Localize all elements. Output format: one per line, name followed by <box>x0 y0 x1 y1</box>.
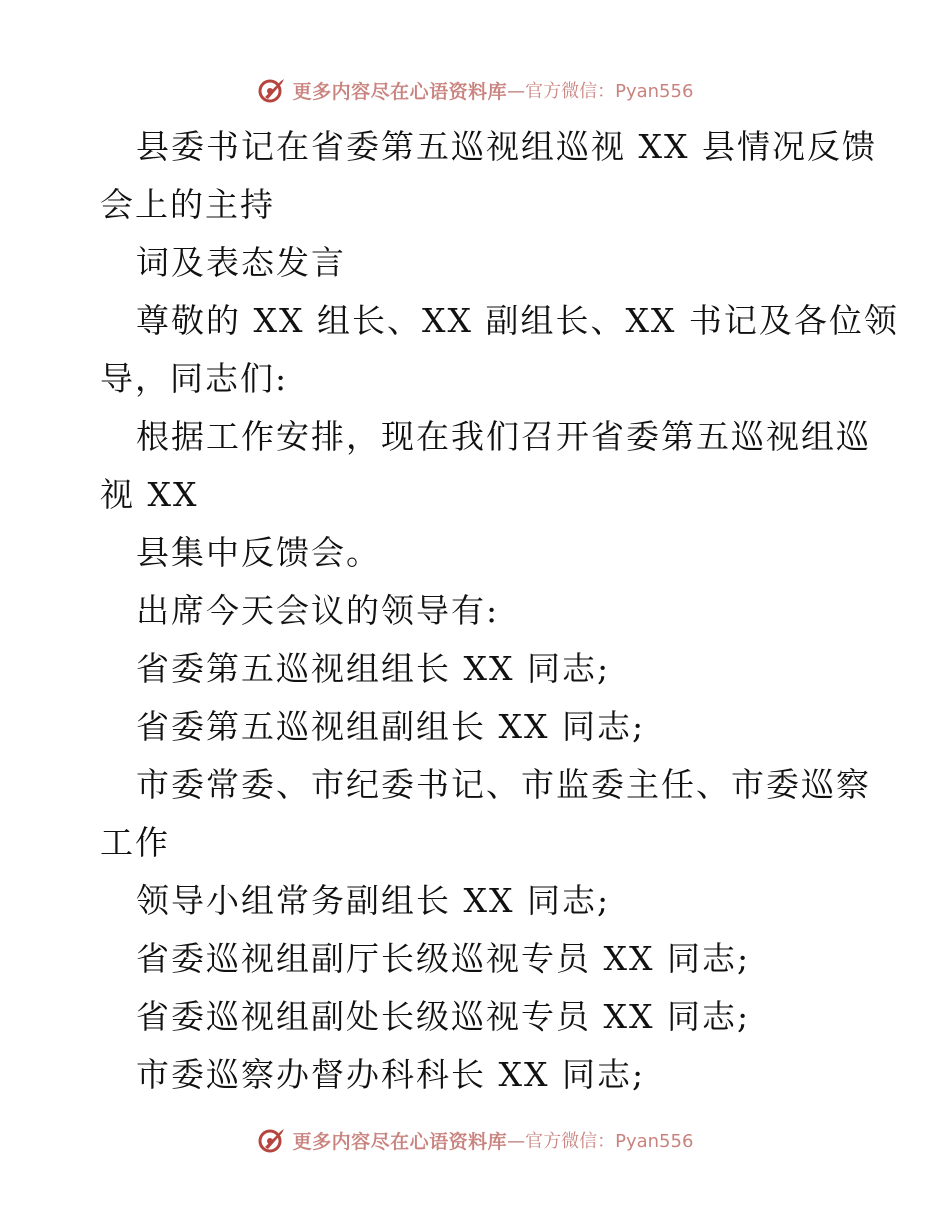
footer-banner-text: 更多内容尽在心语资料库 <box>292 1130 508 1153</box>
document-line: 词及表态发言 <box>136 243 346 282</box>
header-banner <box>0 70 950 110</box>
document-line: 省委巡视组副厅长级巡视专员 XX 同志; <box>136 939 751 978</box>
document-line: 会上的主持 <box>100 185 275 224</box>
quill-pen-circle-icon <box>257 1125 287 1155</box>
document-line: 省委巡视组副处长级巡视专员 XX 同志; <box>136 997 751 1036</box>
document-line: 尊敬的 XX 组长、XX 副组长、XX 书记及各位领 <box>136 301 899 340</box>
header-banner-separator: — <box>507 81 526 102</box>
document-line: 根据工作安排，现在我们召开省委第五巡视组巡 <box>136 417 871 456</box>
document-line: 出席今天会议的领导有: <box>136 591 500 630</box>
header-banner-text: 更多内容尽在心语资料库 <box>292 80 508 103</box>
document-line: 省委第五巡视组副组长 XX 同志; <box>136 707 646 746</box>
document-line: 市委常委、市纪委书记、市监委主任、市委巡察 <box>136 765 871 804</box>
quill-pen-circle-icon <box>257 75 287 105</box>
document-line: 省委第五巡视组组长 XX 同志; <box>136 649 611 688</box>
document-line: 市委巡察办督办科科长 XX 同志; <box>136 1055 646 1094</box>
document-line: 工作 <box>100 823 170 862</box>
document-line: 县集中反馈会。 <box>136 533 381 572</box>
document-body <box>100 118 899 1104</box>
footer-banner-contact: 官方微信：Pyan556 <box>525 1131 694 1152</box>
footer-banner-separator: — <box>507 1131 526 1152</box>
document-line: 导，同志们: <box>100 359 289 398</box>
header-banner-contact: 官方微信：Pyan556 <box>525 81 694 102</box>
document-line: 县委书记在省委第五巡视组巡视 XX 县情况反馈 <box>136 127 877 166</box>
document-line: 视 XX <box>100 475 199 514</box>
document-line: 领导小组常务副组长 XX 同志; <box>136 881 611 920</box>
footer-banner <box>0 1120 950 1160</box>
